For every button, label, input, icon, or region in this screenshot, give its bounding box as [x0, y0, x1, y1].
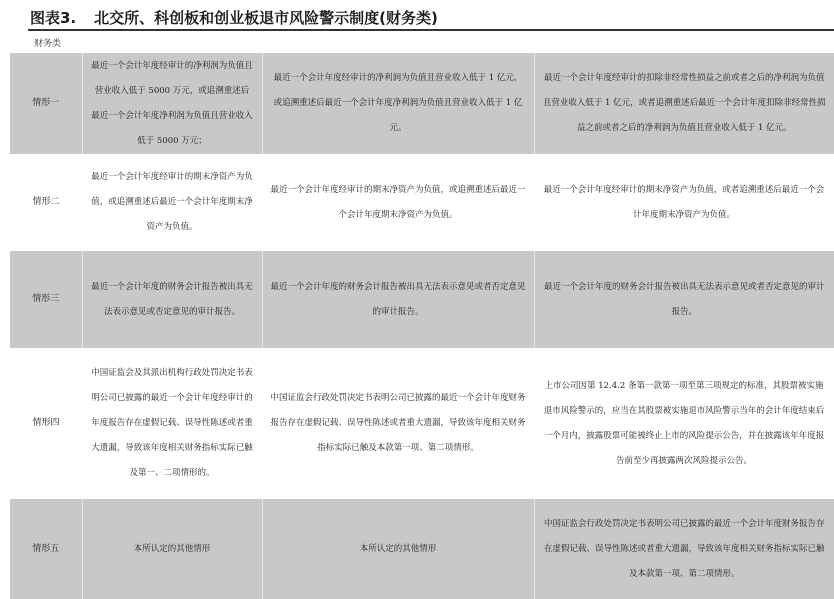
- table-row: [10, 251, 834, 348]
- figure-label: 图表3.: [30, 9, 77, 27]
- star-cell: 最近一个会计年度的财务会计报告被出具无法表示意见或者否定意见的审计报告。: [262, 251, 534, 348]
- title-divider: [28, 29, 834, 31]
- table-row: [10, 154, 834, 251]
- figure-title: [30, 7, 438, 28]
- chinext-cell: 最近一个会计年度的财务会计报告被出具无法表示意见或者否定意见的审计报告。: [534, 251, 834, 348]
- table-row: [10, 499, 834, 599]
- chinext-cell: 最近一个会计年度经审计的扣除非经常性损益之前或者之后的净利润为负值且营业收入低于 1 亿元，或者追溯重述后最近一个会计年度扣除非经常性损益之前或者之后的净利润为负值且营业收入低于 1 亿元。: [534, 53, 834, 154]
- star-cell: 最近一个会计年度经审计的期末净资产为负值，或追溯重述后最近一个会计年度期末净资产为负值。: [270, 184, 526, 220]
- chinext-cell: 中国证监会行政处罚决定书表明公司已披露的最近一个会计年度财务报告存在虚假记载、误导性陈述或者重大遗漏，导致该年度相关财务指标实际已触及本款第一项、第二项情形。: [534, 499, 834, 599]
- row-name: 情形五: [10, 499, 82, 599]
- table-row: [10, 348, 834, 499]
- star-cell: 本所认定的其他情形: [262, 499, 534, 599]
- row-name: 情形三: [10, 251, 82, 348]
- row-name: 情形一: [10, 53, 82, 154]
- row-name: 情形二: [32, 197, 60, 207]
- chinext-cell: 上市公司因第 12.4.2 条第一款第一项至第三项规定的标准，其股票被实施退市风险警示的，应当在其股票被实施退市风险警示当年的会计年度结束后一个月内，披露股票可能被终止上市的风险提示公告，并在披露该年年度报告前至少再披露两次风险提示公告。: [543, 380, 825, 466]
- bse-cell: 最近一个会计年度经审计的期末净资产为负值，或追溯重述后最近一个会计年度期末净资产为负值。: [91, 172, 253, 232]
- row-name: 情形四: [32, 418, 60, 428]
- bse-cell: 本所认定的其他情形: [82, 499, 262, 599]
- delisting-risk-table: [10, 53, 834, 599]
- table-row: [10, 53, 834, 154]
- figure-title-text: 北交所、科创板和创业板退市风险警示制度(财务类): [94, 9, 438, 27]
- star-cell: 中国证监会行政处罚决定书表明公司已披露的最近一个会计年度财务报告存在虚假记载、误导性陈述或者重大遗漏，导致该年度相关财务指标实际已触及本款第一项、第二项情形。: [270, 393, 526, 453]
- category-label: 财务类: [34, 39, 62, 49]
- bse-cell: 最近一个会计年度的财务会计报告被出具无法表示意见或否定意见的审计报告。: [82, 251, 262, 348]
- chinext-cell: 最近一个会计年度经审计的期末净资产为负值，或者追溯重述后最近一个会计年度期末净资产为负值。: [543, 184, 825, 220]
- bse-cell: 中国证监会及其派出机构行政处罚决定书表明公司已披露的最近一个会计年度经审计的年度报告存在虚假记载、误导性陈述或者重大遗漏，导致该年度相关财务指标实际已触及第一、二项情形的。: [91, 368, 253, 478]
- star-cell: 最近一个会计年度经审计的净利润为负值且营业收入低于 1 亿元，或追溯重述后最近一个会计年度净利润为负值且营业收入低于 1 亿元。: [262, 53, 534, 154]
- bse-cell: 最近一个会计年度经审计的净利润为负值且营业收入低于 5000 万元，或追溯重述后最近一个会计年度净利润为负值且营业收入低于 5000 万元；: [82, 53, 262, 154]
